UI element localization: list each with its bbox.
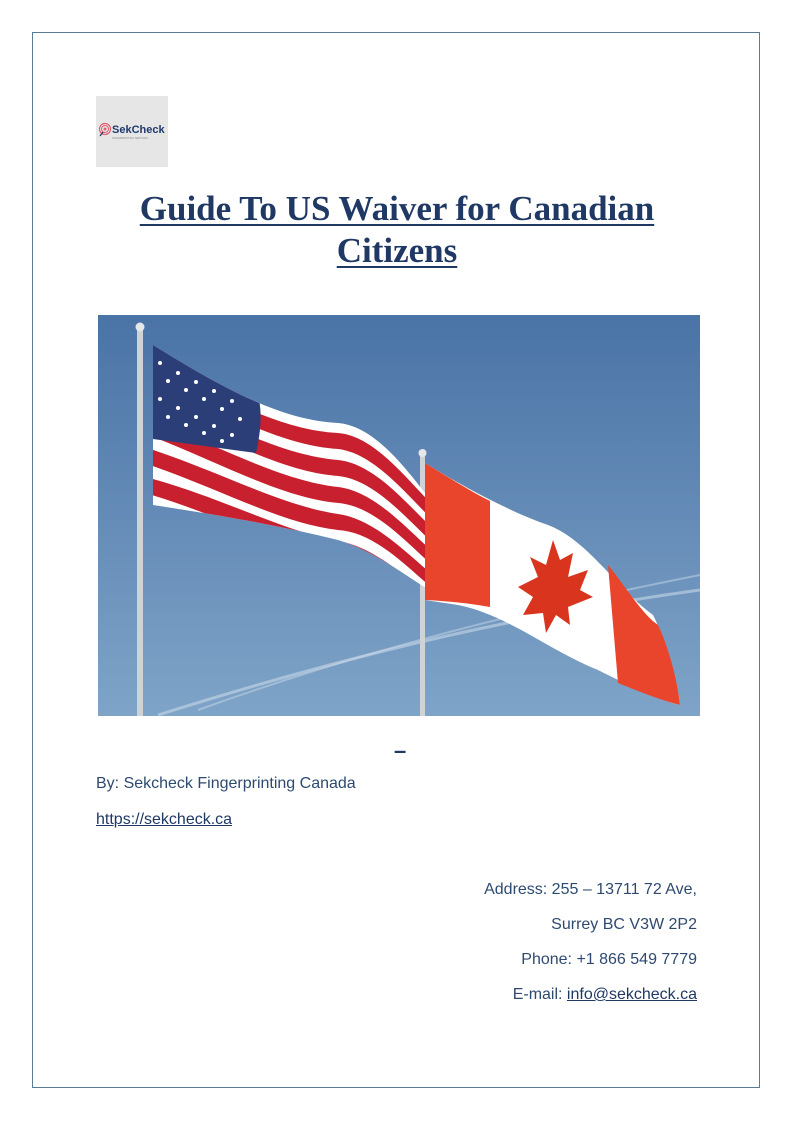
- sekcheck-logo: [96, 96, 168, 167]
- svg-text:SekCheck: SekCheck: [112, 124, 165, 136]
- email-link[interactable]: info@sekcheck.ca: [566, 986, 697, 1003]
- title-line-1: Guide To US Waiver for Canadian: [139, 189, 655, 228]
- email-label: E-mail:: [512, 986, 567, 1003]
- fingerprint-icon: [100, 124, 111, 137]
- separator-dash: –: [394, 738, 407, 763]
- title-line-2: Citizens: [336, 231, 458, 270]
- address-line-2: Surrey BC V3W 2P2: [551, 916, 697, 933]
- svg-text:FINGERPRINTING SERVICES: FINGERPRINTING SERVICES: [112, 137, 148, 140]
- address-line-1: Address: 255 – 13711 72 Ave,: [484, 881, 697, 898]
- page-title: [100, 188, 694, 272]
- byline: By: Sekcheck Fingerprinting Canada: [96, 775, 356, 792]
- flags-image: [98, 315, 700, 716]
- phone-line: Phone: +1 866 549 7779: [521, 951, 697, 968]
- website-line: [96, 811, 232, 829]
- email-line: [513, 986, 697, 1004]
- website-link[interactable]: https://sekcheck.ca: [96, 811, 233, 828]
